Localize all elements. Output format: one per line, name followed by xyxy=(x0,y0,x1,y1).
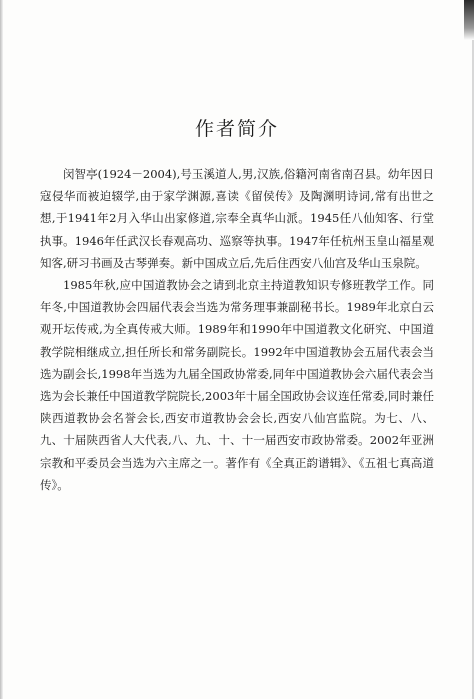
scan-edge-right-shadow xyxy=(464,0,474,40)
author-bio-body xyxy=(40,163,434,496)
scan-edge-left xyxy=(0,0,3,699)
page-title: 作者简介 xyxy=(194,118,279,140)
bio-paragraph-2: 1985年秋,应中国道教协会之请到北京主持道教知识专修班教学工作。同年冬,中国道教协会四届代表会当选为常务理事兼副秘书长。1989年北京白云观开坛传戒,为全真传戒大师。1989年和1990年中国道教文化研究、中国道教学院相继成立,担任所长和常务副院长。1992年中国道教协会五届代表会当选为副会长,1998年当选为九届全国政协常委,同年中国道教协会六届代表会当选为会长兼任中国道教学院院长,2003年十届全国政协会议连任常委,同时兼任陕西道教协会名誉会长,西安市道教协会会长,西安八仙宫监院。为七、八、九、十届陕西省人大代表,八、九、十、十一届西安市政协常委。2002年亚洲宗教和平委员会当选为六主席之一。著作有《全真正韵谱辑》、《五祖七真高道传》。 xyxy=(40,278,434,492)
bio-paragraph-1: 闵智亭(1924－2004),号玉溪道人,男,汉族,俗籍河南省南召县。幼年因日寇侵华而被迫辍学,由于家学渊源,喜读《留侯传》及陶渊明诗词,常有出世之想,于1941年2月入华山出家修道,宗奉全真华山派。1945任八仙知客、行堂执事。1946年任武汉长春观高功、巡察等执事。1947年任杭州玉皇山福星观知客,研习书画及古琴弹奏。新中国成立后,先后住西安八仙宫及华山玉泉院。 xyxy=(40,167,434,270)
